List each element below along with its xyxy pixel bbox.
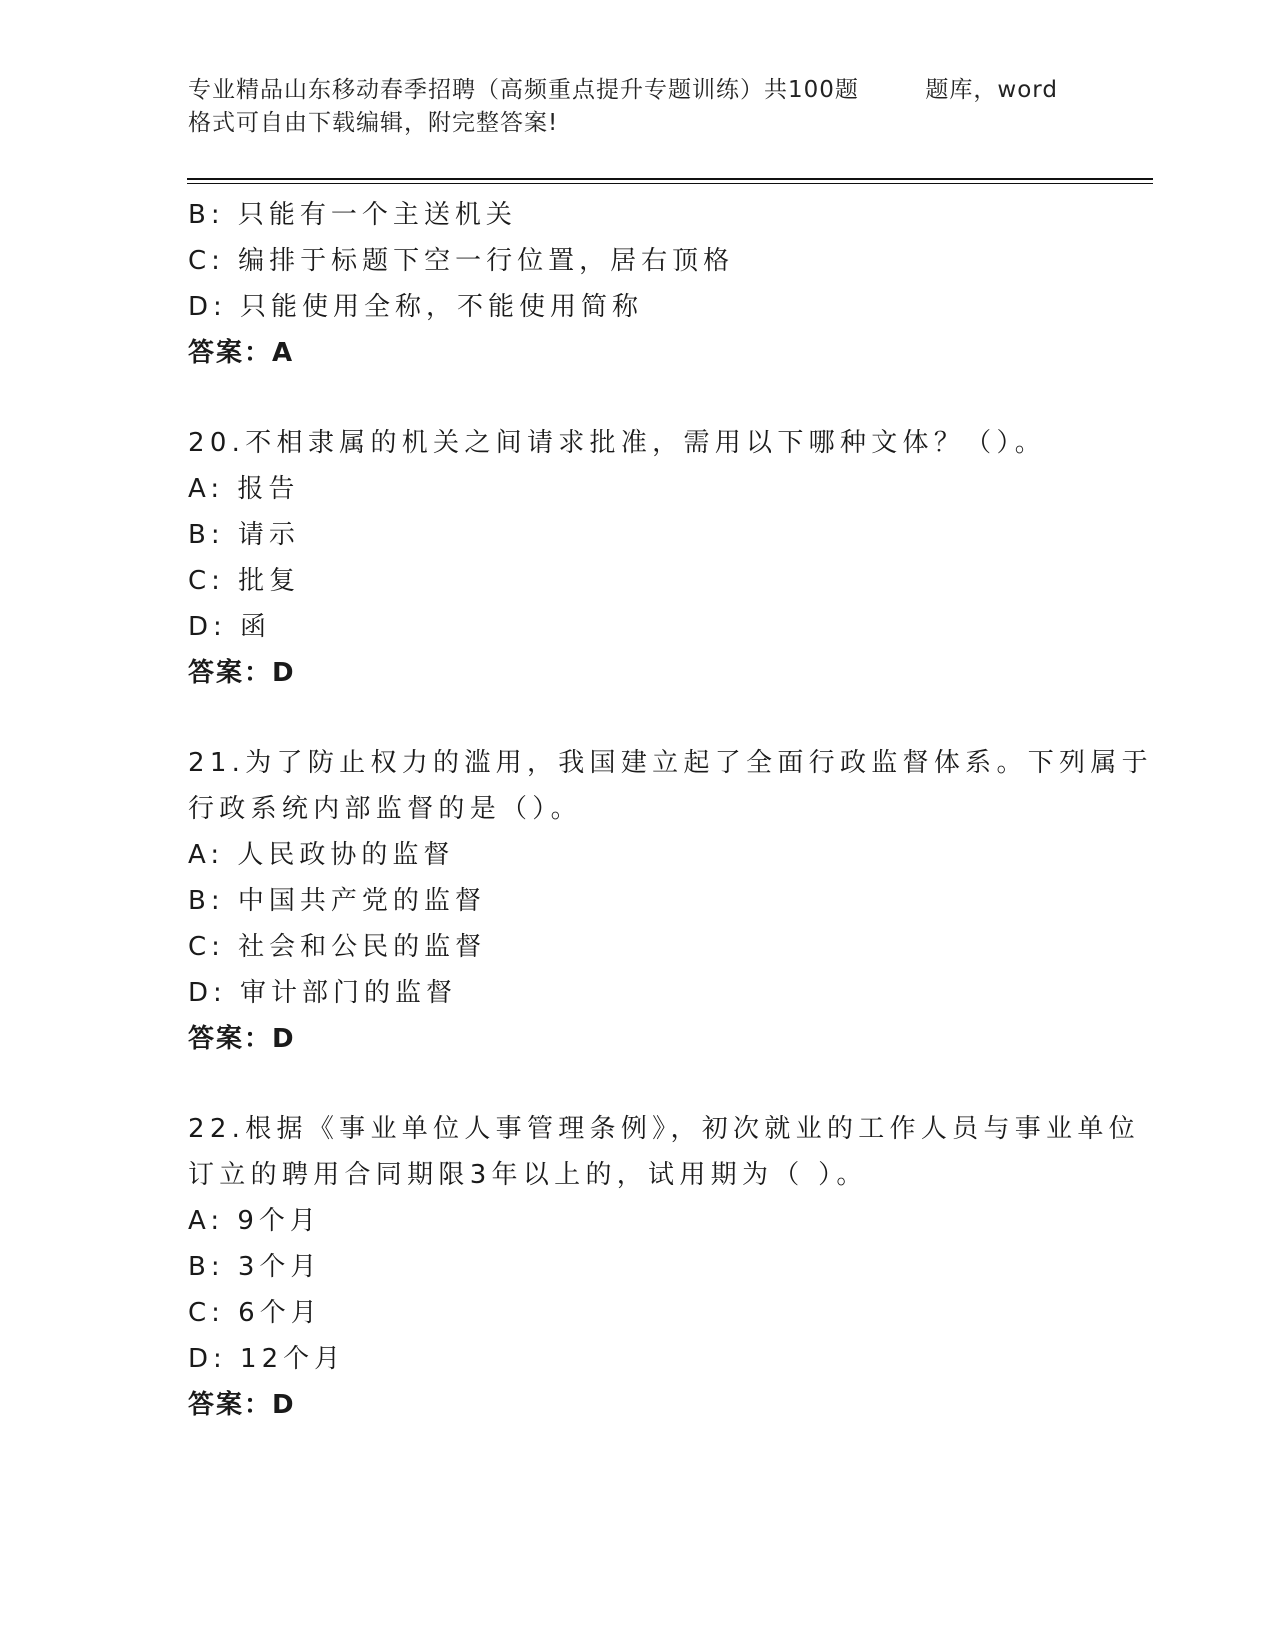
page-header xyxy=(188,74,1148,140)
option-c: C: 批复 xyxy=(188,566,301,596)
question-stem-line: 21.为了防止权力的滥用，我国建立起了全面行政监督体系。下列属于 xyxy=(188,748,1153,778)
spacer xyxy=(188,376,1088,420)
answer-line: 答案：A xyxy=(188,338,295,368)
option-d: D: 函 xyxy=(188,612,272,642)
option-a: A: 报告 xyxy=(188,474,300,504)
question-block-21 xyxy=(188,740,1153,1062)
option-b: B: 只能有一个主送机关 xyxy=(188,200,517,230)
option-c: C: 社会和公民的监督 xyxy=(188,932,487,962)
question-stem-line: 订立的聘用合同期限3年以上的，试用期为（ ）。 xyxy=(188,1160,868,1190)
question-stem-line: 20.不相隶属的机关之间请求批准，需用以下哪种文体？（）。 xyxy=(188,428,1047,458)
header-line-1: 专业精品山东移动春季招聘（高频重点提升专题训练）共100题 题库，word xyxy=(188,77,1058,103)
option-d: D: 12个月 xyxy=(188,1344,346,1374)
option-b: B: 3个月 xyxy=(188,1252,322,1282)
option-d: D: 只能使用全称，不能使用简称 xyxy=(188,292,644,322)
question-block-20 xyxy=(188,420,1088,696)
spacer xyxy=(188,696,1088,740)
question-block-prev xyxy=(188,192,1088,376)
option-a: A: 9个月 xyxy=(188,1206,321,1236)
option-a: A: 人民政协的监督 xyxy=(188,840,455,870)
spacer xyxy=(188,1062,1088,1106)
option-c: C: 编排于标题下空一行位置，居右顶格 xyxy=(188,246,735,276)
answer-line: 答案：D xyxy=(188,658,296,688)
question-stem-line: 22.根据《事业单位人事管理条例》，初次就业的工作人员与事业单位 xyxy=(188,1114,1140,1144)
header-rule-thin xyxy=(187,183,1153,184)
question-list xyxy=(188,192,1153,1428)
option-b: B: 请示 xyxy=(188,520,300,550)
answer-line: 答案：D xyxy=(188,1390,296,1420)
answer-line: 答案：D xyxy=(188,1024,296,1054)
question-block-22 xyxy=(188,1106,1140,1428)
question-stem-line: 行政系统内部监督的是（）。 xyxy=(188,794,582,824)
option-b: B: 中国共产党的监督 xyxy=(188,886,486,916)
header-line-2: 格式可自由下载编辑，附完整答案! xyxy=(188,110,559,136)
option-d: D: 审计部门的监督 xyxy=(188,978,458,1008)
question-stem xyxy=(188,740,1153,832)
header-rule-thick xyxy=(187,178,1153,180)
question-stem xyxy=(188,420,1088,466)
option-c: C: 6个月 xyxy=(188,1298,322,1328)
question-stem xyxy=(188,1106,1140,1198)
